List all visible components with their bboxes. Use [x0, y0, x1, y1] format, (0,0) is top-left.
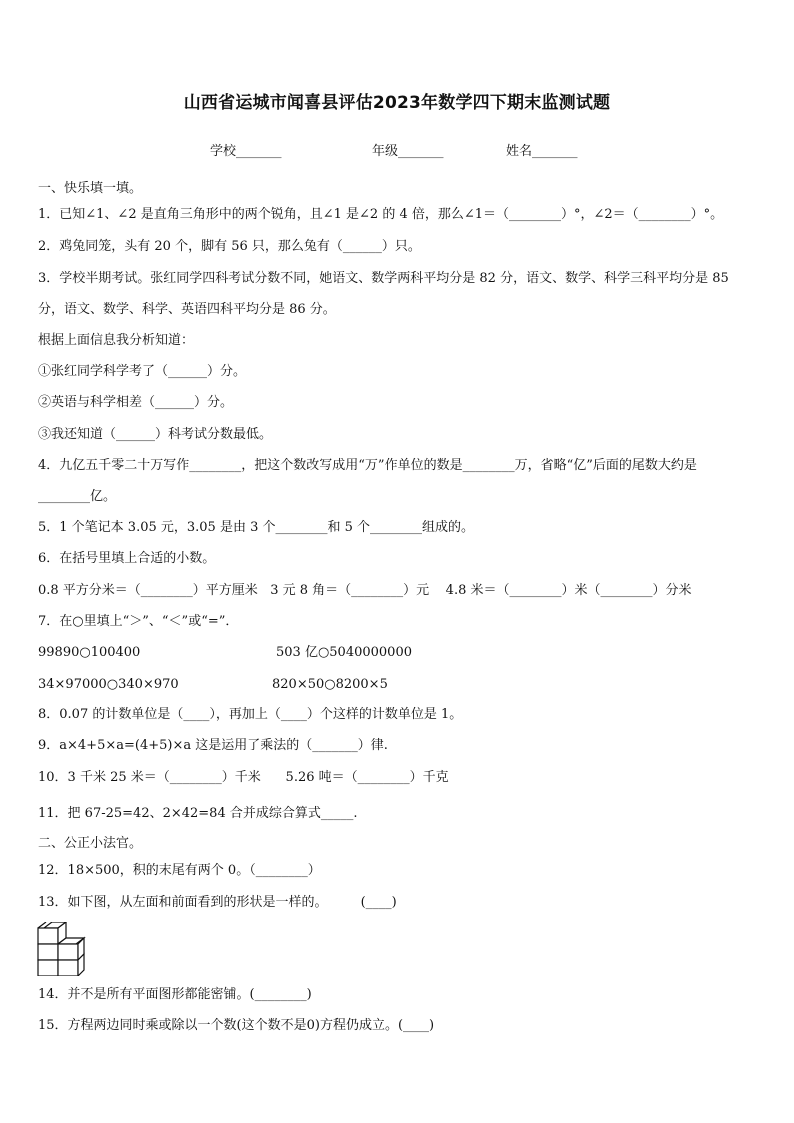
question-7-item-c: 34×97000○340×970 — [38, 677, 179, 692]
page-title: 山西省运城市闻喜县评估2023年数学四下期末监测试题 — [183, 93, 611, 113]
question-3-sub-3: ③我还知道（______）科考试分数最低。 — [38, 427, 273, 442]
question-7-item-d: 820×50○8200×5 — [272, 677, 388, 692]
question-4-line-1: 4．九亿五千零二十万写作________，把这个数改写成用“万”作单位的数是________万，省略“亿”后面的尾数大约是 — [38, 458, 697, 473]
question-3-line-2: 分，语文、数学、科学、英语四科平均分是 86 分。 — [38, 302, 336, 317]
question-6: 6．在括号里填上合适的小数。 — [38, 551, 216, 566]
question-3-prompt: 根据上面信息我分析知道： — [38, 333, 195, 348]
question-1: 1．已知∠1、∠2 是直角三角形中的两个锐角，且∠1 是∠2 的 4 倍，那么∠1＝（________）°，∠2＝（________）°。 — [38, 207, 724, 222]
question-12: 12．18×500，积的末尾有两个 0。（________） — [38, 863, 321, 878]
question-6-items: 0.8 平方分米＝（________）平方厘米 3 元 8 角＝（________）元 4.8 米＝（________）米（________）分米 — [38, 583, 692, 598]
stacked-cubes-figure — [36, 922, 92, 976]
question-11: 11．把 67-25=42、2×42=84 合并成综合算式_____. — [38, 806, 358, 821]
question-7: 7．在○里填上“＞”、“＜”或“=”． — [38, 614, 239, 629]
question-3-line-1: 3．学校半期考试。张红同学四科考试分数不同，她语文、数学两科平均分是 82 分，语文、数学、科学三科平均分是 85 — [38, 271, 729, 286]
school-field[interactable]: 学校_______ — [210, 144, 282, 159]
name-field[interactable]: 姓名_______ — [506, 144, 578, 159]
question-5: 5．1 个笔记本 3.05 元，3.05 是由 3 个________和 5 个________组成的。 — [38, 520, 475, 535]
question-9: 9．a×4+5×a=(4+5)×a 这是运用了乘法的（_______）律. — [38, 738, 388, 753]
section-heading-fill: 一、快乐填一填。 — [38, 181, 143, 196]
section-heading-judge: 二、公正小法官。 — [38, 836, 143, 851]
question-4-line-2: ________亿。 — [38, 489, 117, 504]
grade-field[interactable]: 年级_______ — [372, 144, 444, 159]
question-14: 14．并不是所有平面图形都能密铺。(________) — [38, 987, 312, 1002]
question-3-sub-1: ①张红同学科学考了（______）分。 — [38, 364, 247, 379]
question-15: 15．方程两边同时乘或除以一个数(这个数不是0)方程仍成立。(____) — [38, 1018, 435, 1033]
question-8: 8．0.07 的计数单位是（____），再加上（____）个这样的计数单位是 1。 — [38, 707, 463, 722]
question-3-sub-2: ②英语与科学相差（______）分。 — [38, 395, 234, 410]
question-10: 10．3 千米 25 米＝（________）千米 5.26 吨＝（________）千克 — [38, 770, 449, 785]
question-2: 2．鸡兔同笼，头有 20 个，脚有 56 只，那么兔有（______）只。 — [38, 239, 421, 254]
question-13: 13．如下图，从左面和前面看到的形状是一样的。 (____) — [38, 895, 397, 910]
question-7-item-a: 99890○100400 — [38, 645, 141, 660]
question-7-item-b: 503 亿○5040000000 — [276, 645, 412, 660]
